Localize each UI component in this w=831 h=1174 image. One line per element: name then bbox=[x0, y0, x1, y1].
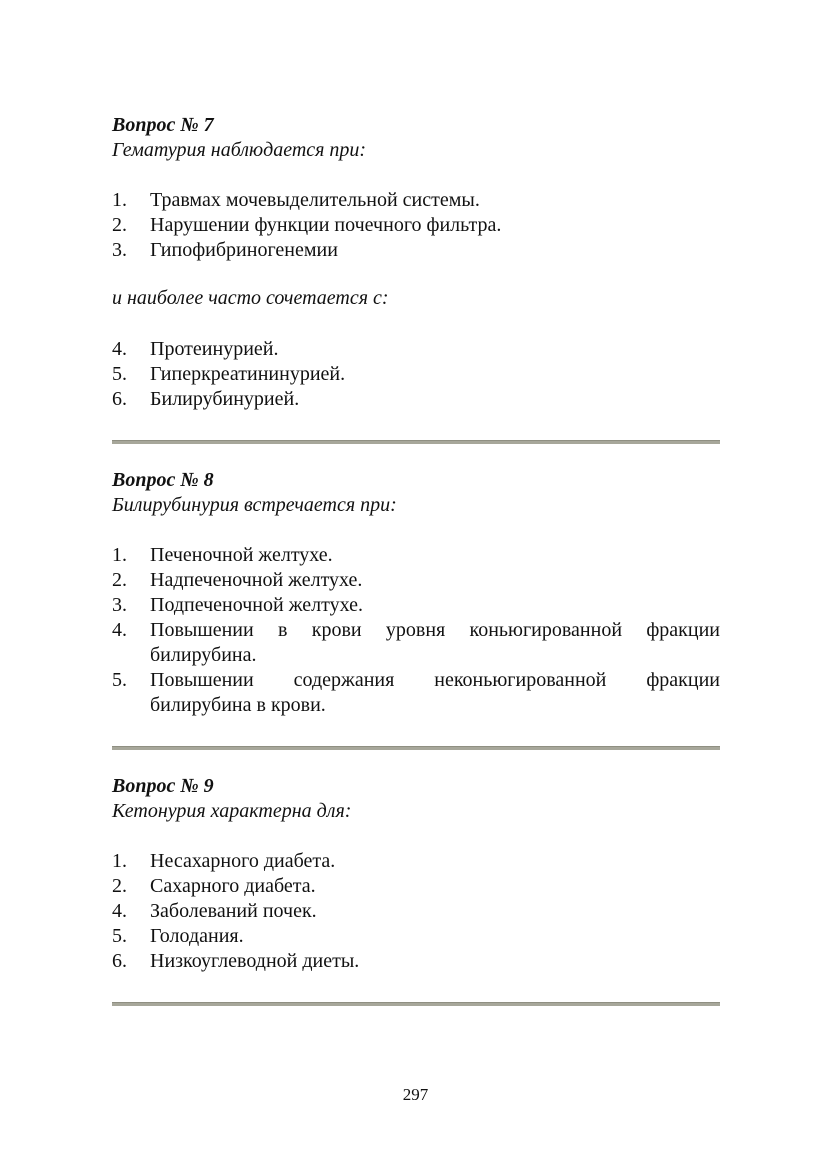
question-7 bbox=[112, 113, 720, 412]
option-number: 6. bbox=[112, 950, 127, 972]
answer-option bbox=[112, 568, 720, 593]
question-8 bbox=[112, 468, 720, 718]
answer-option bbox=[112, 949, 720, 974]
option-text: Печеночной желтухе. bbox=[150, 544, 333, 566]
answer-option bbox=[112, 668, 720, 718]
question-title: Вопрос № 8 bbox=[112, 469, 214, 491]
answer-option bbox=[112, 362, 720, 387]
section-divider bbox=[112, 440, 720, 444]
question-prompt: Гематурия наблюдается при: bbox=[112, 139, 367, 161]
option-text: Травмах мочевыделительной системы. bbox=[150, 189, 480, 211]
option-number: 2. bbox=[112, 875, 127, 897]
option-text: Нарушении функции почечного фильтра. bbox=[150, 214, 502, 236]
option-number: 1. bbox=[112, 850, 127, 872]
question-title: Вопрос № 9 bbox=[112, 775, 214, 797]
answer-options bbox=[112, 849, 720, 974]
page-number: 297 bbox=[402, 1085, 429, 1104]
section-divider bbox=[112, 746, 720, 750]
option-text: Надпеченочной желтухе. bbox=[150, 569, 363, 591]
option-text: Низкоуглеводной диеты. bbox=[150, 950, 360, 972]
answer-option bbox=[112, 238, 720, 263]
answer-options bbox=[112, 188, 720, 263]
question-subprompt: и наиболее часто сочетается с: bbox=[112, 287, 389, 309]
answer-option bbox=[112, 593, 720, 618]
answer-option bbox=[112, 387, 720, 412]
option-text: Заболеваний почек. bbox=[150, 900, 317, 922]
option-text: Повышении содержания неконьюгированной фракции билирубина в крови. bbox=[150, 669, 720, 716]
document-page bbox=[112, 113, 720, 1030]
option-number: 6. bbox=[112, 388, 127, 410]
option-number: 5. bbox=[112, 363, 127, 385]
option-number: 4. bbox=[112, 900, 127, 922]
option-number: 4. bbox=[112, 338, 127, 360]
option-text: Голодания. bbox=[150, 925, 244, 947]
answer-options bbox=[112, 543, 720, 718]
option-text: Гипофибриногенемии bbox=[150, 239, 338, 261]
answer-option bbox=[112, 543, 720, 568]
answer-option bbox=[112, 337, 720, 362]
answer-option bbox=[112, 213, 720, 238]
option-text: Билирубинурией. bbox=[150, 388, 300, 410]
answer-option bbox=[112, 874, 720, 899]
option-text: Сахарного диабета. bbox=[150, 875, 316, 897]
option-text: Протеинурией. bbox=[150, 338, 279, 360]
answer-option bbox=[112, 618, 720, 668]
question-prompt: Билирубинурия встречается при: bbox=[112, 494, 397, 516]
answer-options bbox=[112, 337, 720, 412]
option-number: 5. bbox=[112, 669, 127, 691]
answer-option bbox=[112, 924, 720, 949]
option-number: 5. bbox=[112, 925, 127, 947]
answer-option bbox=[112, 188, 720, 213]
option-text: Несахарного диабета. bbox=[150, 850, 336, 872]
answer-option bbox=[112, 899, 720, 924]
question-title: Вопрос № 7 bbox=[112, 114, 214, 136]
option-number: 1. bbox=[112, 189, 127, 211]
option-number: 2. bbox=[112, 214, 127, 236]
option-text: Гиперкреатининурией. bbox=[150, 363, 346, 385]
option-number: 1. bbox=[112, 544, 127, 566]
option-text: Подпеченочной желтухе. bbox=[150, 594, 363, 616]
option-text: Повышении в крови уровня коньюгированной фракции билирубина. bbox=[150, 619, 720, 666]
option-number: 4. bbox=[112, 619, 127, 641]
question-prompt: Кетонурия характерна для: bbox=[112, 800, 352, 822]
option-number: 3. bbox=[112, 594, 127, 616]
section-divider bbox=[112, 1002, 720, 1006]
question-9 bbox=[112, 774, 720, 974]
option-number: 3. bbox=[112, 239, 127, 261]
answer-option bbox=[112, 849, 720, 874]
option-number: 2. bbox=[112, 569, 127, 591]
